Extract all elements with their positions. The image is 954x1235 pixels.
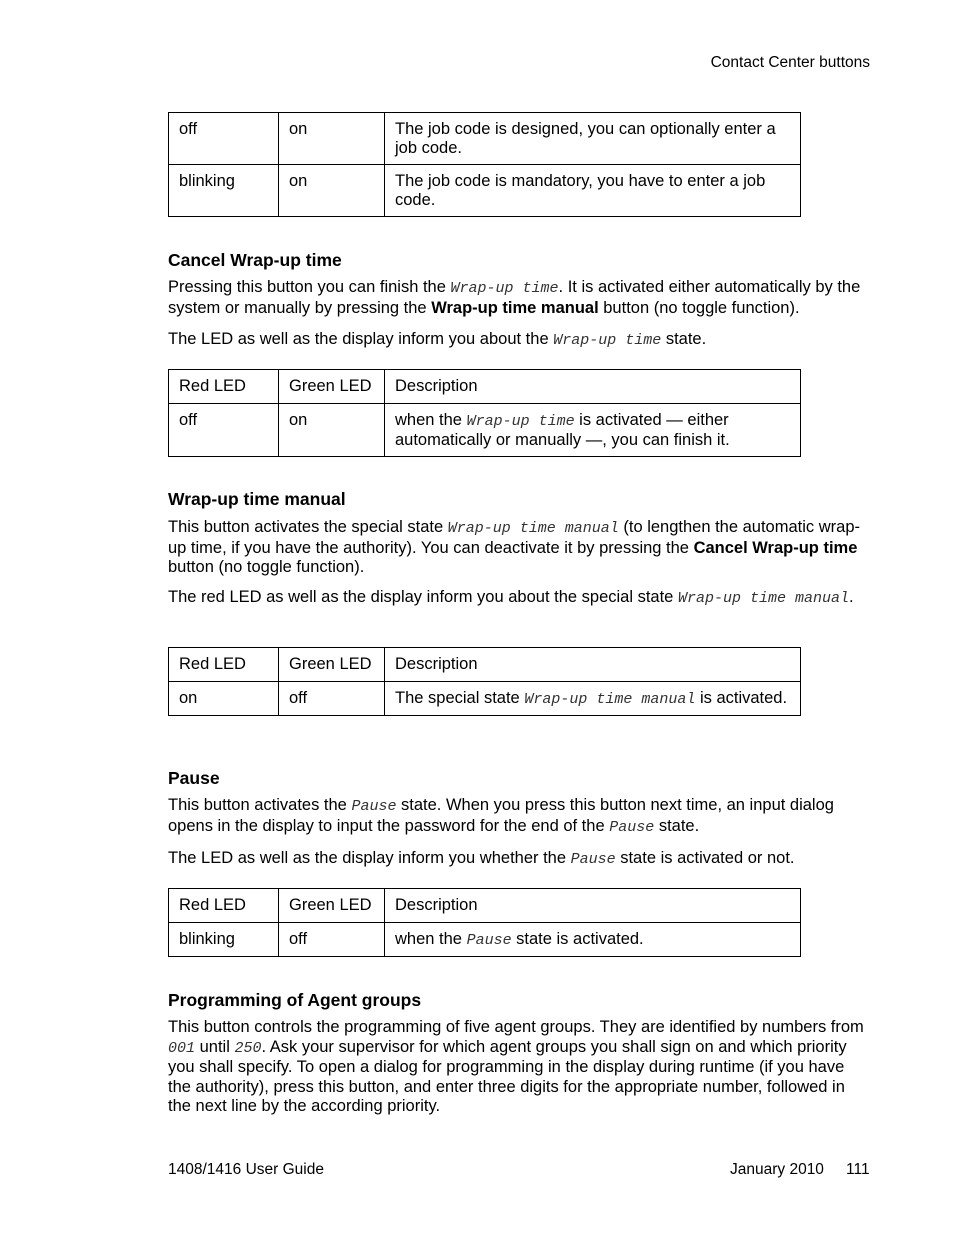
bold-text: Cancel Wrap-up time bbox=[693, 538, 858, 557]
column-header: Description bbox=[385, 370, 801, 404]
text: The LED as well as the display inform you whether the bbox=[168, 849, 571, 867]
table-cell: off bbox=[169, 404, 279, 457]
table-row bbox=[169, 165, 801, 217]
table-header-row bbox=[169, 648, 801, 682]
column-header: Green LED bbox=[279, 648, 385, 682]
text: . It is activated either automatically by the system or manually by pressing the bbox=[168, 278, 861, 317]
text: state. bbox=[661, 330, 707, 348]
section-heading: Pause bbox=[168, 768, 220, 788]
pause-led-table bbox=[168, 888, 801, 957]
text: until bbox=[195, 1037, 235, 1056]
text: This button activates the bbox=[168, 796, 352, 814]
text: The LED as well as the display inform you about the bbox=[168, 330, 554, 348]
table-cell bbox=[385, 923, 801, 957]
text: state is activated. bbox=[511, 930, 644, 948]
table-row bbox=[169, 682, 801, 716]
section-heading: Programming of Agent groups bbox=[168, 990, 422, 1010]
paragraph bbox=[168, 330, 871, 351]
text: state is activated or not. bbox=[615, 849, 795, 867]
code-text: Wrap-up time manual bbox=[677, 590, 849, 607]
table-cell bbox=[385, 682, 801, 716]
code-text: 250 bbox=[234, 1039, 262, 1057]
text: This button controls the programming of five agent groups. They are identified by numbers from bbox=[168, 1018, 864, 1036]
text: . bbox=[848, 588, 854, 606]
column-header: Red LED bbox=[169, 889, 279, 923]
page-number: 111 bbox=[846, 1161, 870, 1178]
text: The special state bbox=[395, 689, 525, 707]
cancel-wrapup-led-table bbox=[168, 369, 801, 457]
table-cell: off bbox=[169, 113, 279, 165]
column-header: Red LED bbox=[169, 370, 279, 404]
table-cell: The job code is mandatory, you have to enter a job code. bbox=[385, 165, 801, 217]
paragraph bbox=[168, 1018, 871, 1117]
table-cell: on bbox=[279, 113, 385, 165]
table-cell: The job code is designed, you can optionally enter a job code. bbox=[385, 113, 801, 165]
code-text: Wrap-up time manual bbox=[447, 520, 619, 537]
code-text: Pause bbox=[351, 798, 397, 815]
wrapup-manual-led-table bbox=[168, 647, 801, 716]
bold-text: Wrap-up time manual bbox=[431, 298, 599, 317]
code-text: 001 bbox=[168, 1039, 196, 1057]
text: is activated — either automatically or manually —, you can finish it. bbox=[395, 411, 730, 449]
table-row bbox=[169, 113, 801, 165]
section-heading: Wrap-up time manual bbox=[168, 489, 346, 509]
text: Pressing this button you can finish the bbox=[168, 278, 451, 296]
code-text: Wrap-up time bbox=[466, 413, 575, 430]
text: button (no toggle function). bbox=[598, 298, 800, 317]
paragraph bbox=[168, 796, 871, 837]
table-header-row bbox=[169, 370, 801, 404]
running-header: Contact Center buttons bbox=[710, 54, 870, 71]
text: The red LED as well as the display inform you about the special state bbox=[168, 588, 678, 606]
code-text: Pause bbox=[570, 851, 616, 868]
table-header-row bbox=[169, 889, 801, 923]
column-header: Description bbox=[385, 648, 801, 682]
footer-date: January 2010 bbox=[730, 1161, 824, 1178]
table-cell: on bbox=[169, 682, 279, 716]
table-cell bbox=[385, 404, 801, 457]
text: is activated. bbox=[695, 689, 788, 707]
code-text: Pause bbox=[609, 818, 655, 836]
paragraph bbox=[168, 278, 871, 318]
text: button (no toggle function). bbox=[168, 558, 365, 576]
text: . Ask your supervisor for which agent groups you shall sign on and which priority you shall specify. To open a dialog for programming in the display during runtime (if you have the authority), press this button, and enter three digits for the appropriate number, followed in the next line by the according priority. bbox=[168, 1037, 847, 1115]
column-header: Green LED bbox=[279, 889, 385, 923]
code-text: Wrap-up time bbox=[450, 280, 559, 297]
code-text: Wrap-up time bbox=[553, 332, 662, 349]
paragraph bbox=[168, 518, 871, 578]
paragraph bbox=[168, 588, 871, 609]
text: state. bbox=[654, 816, 700, 835]
column-header: Red LED bbox=[169, 648, 279, 682]
table-cell: off bbox=[279, 682, 385, 716]
table-row bbox=[169, 404, 801, 457]
text: (to lengthen the automatic wrap-up time, if you have the authority). You can deactivate it by pressing the bbox=[168, 518, 860, 557]
footer-title: 1408/1416 User Guide bbox=[168, 1161, 324, 1178]
table-cell: off bbox=[279, 923, 385, 957]
table-row bbox=[169, 923, 801, 957]
text: when the bbox=[395, 930, 467, 948]
column-header: Description bbox=[385, 889, 801, 923]
text: when the bbox=[395, 411, 467, 429]
paragraph bbox=[168, 849, 871, 870]
section-heading: Cancel Wrap-up time bbox=[168, 250, 342, 270]
column-header: Green LED bbox=[279, 370, 385, 404]
table-cell: blinking bbox=[169, 923, 279, 957]
text: state. When you press this button next time, an input dialog opens in the display to input the password for the end of the bbox=[168, 796, 834, 835]
table-cell: blinking bbox=[169, 165, 279, 217]
text: This button activates the special state bbox=[168, 518, 448, 536]
code-text: Wrap-up time manual bbox=[524, 691, 696, 708]
job-code-table bbox=[168, 112, 801, 217]
table-cell: on bbox=[279, 165, 385, 217]
table-cell: on bbox=[279, 404, 385, 457]
code-text: Pause bbox=[466, 932, 512, 949]
